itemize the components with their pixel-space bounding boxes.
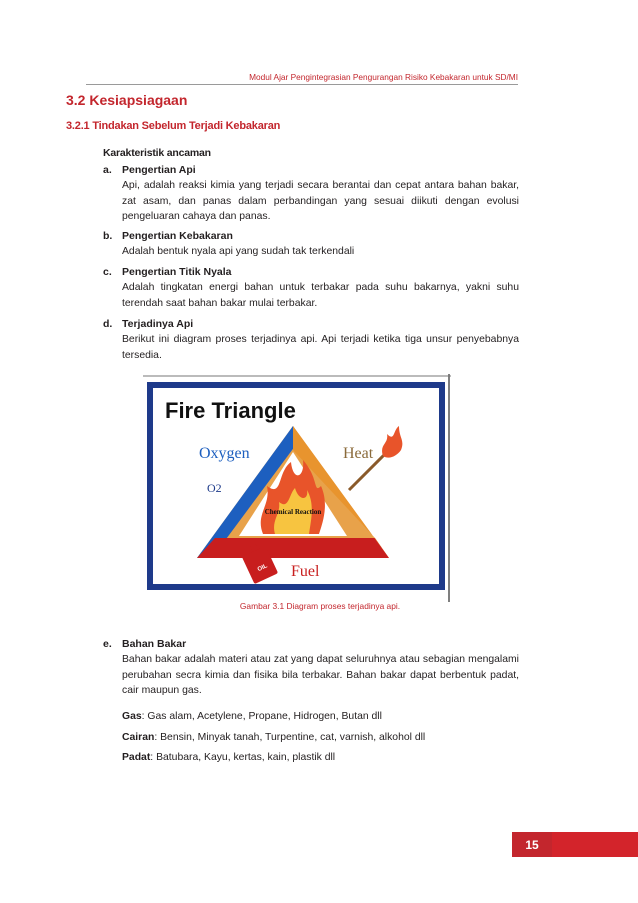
item-heading — [103, 228, 519, 244]
item-heading — [103, 162, 519, 178]
oxygen-label: Oxygen — [199, 445, 250, 462]
fuel-type-solid — [122, 752, 335, 763]
page-number: 15 — [512, 832, 552, 857]
item-letter: e. — [103, 638, 112, 650]
item-letter: d. — [103, 318, 113, 330]
fuel-side — [197, 538, 389, 558]
item-body: Adalah tingkatan energi bahan untuk terbakar pada suhu bakarnya, yakni suhu terendah saat bahan bakar mulai terbakar. — [122, 282, 519, 309]
center-label: Chemical Reaction — [264, 508, 322, 516]
item-title: Pengertian Titik Nyala — [122, 266, 232, 278]
diagram-title: Fire Triangle — [165, 398, 296, 423]
footer-accent-bar — [552, 832, 638, 857]
item-letter: c. — [103, 266, 112, 278]
fuel-type-liquid — [122, 732, 425, 743]
heat-label: Heat — [343, 445, 374, 462]
item-heading — [103, 264, 519, 280]
o2-label: O2 — [207, 481, 222, 495]
intro-heading: Karakteristik ancaman — [103, 147, 211, 159]
list-item-c — [103, 264, 519, 311]
figure-caption: Gambar 3.1 Diagram proses terjadinya api. — [239, 601, 401, 611]
fuel-type-label: Gas — [122, 711, 142, 722]
item-letter: a. — [103, 164, 112, 176]
item-title: Terjadinya Api — [122, 318, 194, 330]
item-title: Pengertian Api — [122, 164, 196, 176]
item-body: Api, adalah reaksi kimia yang terjadi secara berantai dan cepat antara bahan bakar, zat asam, dan panas dalam perbandingan yang sesuai diikuti dengan evolusi pengeluaran cahaya dan panas. — [122, 180, 519, 222]
list-item-d — [103, 316, 519, 363]
fuel-label: Fuel — [291, 563, 320, 580]
list-item-e — [103, 636, 519, 699]
section-title: 3.2 Kesiapsiagaan — [66, 92, 188, 108]
item-body: Bahan bakar adalah materi atau zat yang dapat seluruhnya atau sebagian mengalami perubahan secra kimia dan fisika bila terbakar. Bahan bakar dapat berbentuk padat, cair maupun gas. — [122, 654, 519, 696]
list-item-a — [103, 162, 519, 225]
fire-triangle-diagram — [143, 374, 451, 602]
list-item-b — [103, 228, 519, 260]
fuel-type-text: : Batubara, Kayu, kertas, kain, plastik dll — [150, 752, 336, 763]
item-body: Berikut ini diagram proses terjadinya api. Api terjadi ketika tiga unsur penyebabnya tersedia. — [122, 334, 519, 361]
running-header: Modul Ajar Pengintegrasian Pengurangan Risiko Kebakaran untuk SD/MI — [249, 72, 518, 82]
item-letter: b. — [103, 230, 113, 242]
fuel-type-gas — [122, 711, 382, 722]
fuel-type-label: Padat — [122, 752, 151, 763]
can-label: OIL — [256, 563, 269, 574]
item-title: Pengertian Kebakaran — [122, 230, 233, 242]
item-heading — [103, 316, 519, 332]
subsection-title: 3.2.1 Tindakan Sebelum Terjadi Kebakaran — [66, 120, 281, 132]
item-heading — [103, 636, 519, 652]
item-body: Adalah bentuk nyala api yang sudah tak terkendali — [122, 246, 355, 257]
fire-triangle-figure — [143, 374, 451, 602]
header-divider — [86, 84, 518, 85]
fuel-type-text: : Gas alam, Acetylene, Propane, Hidrogen, Butan dll — [141, 711, 382, 722]
fuel-type-text: : Bensin, Minyak tanah, Turpentine, cat, varnish, alkohol dll — [154, 732, 426, 743]
item-title: Bahan Bakar — [122, 638, 187, 650]
fuel-type-label: Cairan — [122, 732, 155, 743]
